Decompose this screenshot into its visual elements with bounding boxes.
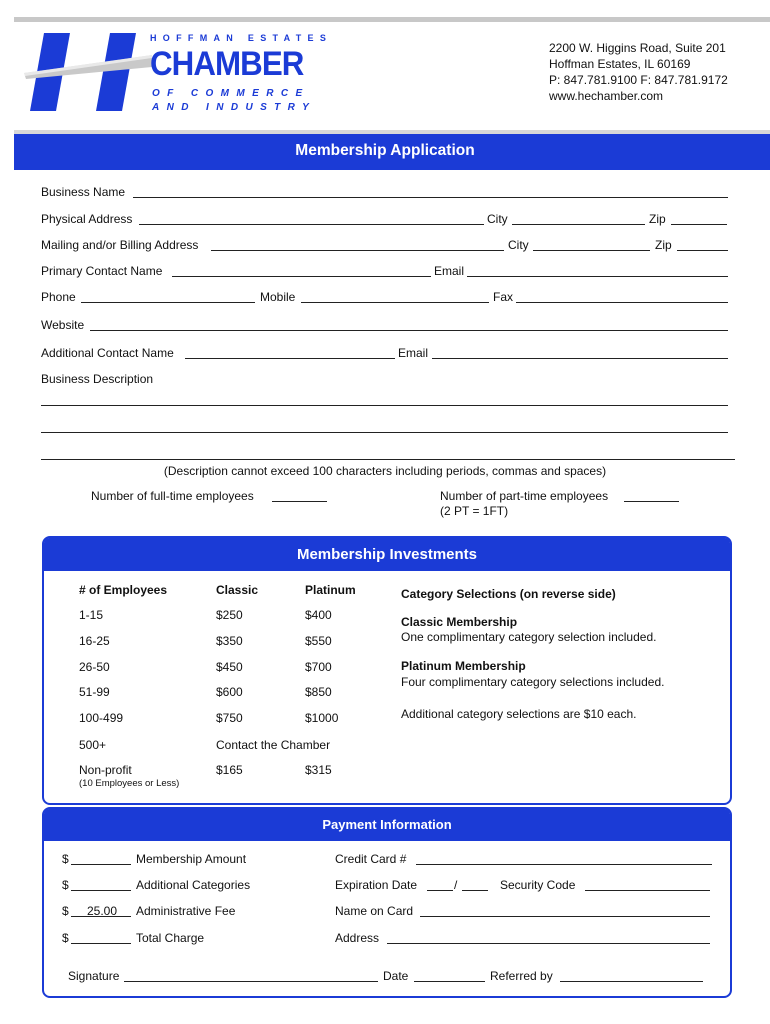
credit-card-label: Credit Card # bbox=[335, 852, 407, 866]
billing-address-field[interactable] bbox=[387, 943, 710, 944]
table-row-employees: 100-499 bbox=[79, 711, 124, 725]
mobile-field[interactable] bbox=[301, 302, 489, 303]
membership-amount-field[interactable] bbox=[71, 864, 131, 865]
investments-title: Membership Investments bbox=[44, 538, 730, 571]
top-rule bbox=[14, 17, 770, 22]
table-row-employees: 1-15 bbox=[79, 608, 104, 622]
additional-categories-note: Additional category selections are $10 each. bbox=[401, 707, 637, 721]
phone-field[interactable] bbox=[81, 302, 255, 303]
address-line-1: 2200 W. Higgins Road, Suite 201 bbox=[549, 41, 726, 55]
admin-fee-field bbox=[71, 916, 131, 917]
total-charge-label: Total Charge bbox=[136, 931, 205, 945]
table-row-classic: $600 bbox=[216, 685, 243, 699]
dollar-sign: $ bbox=[62, 878, 69, 892]
row-500-employees: 500+ bbox=[79, 738, 107, 752]
expiration-month-field[interactable] bbox=[427, 890, 453, 891]
logo-top-text: HOFFMAN ESTATES bbox=[150, 33, 333, 43]
row-500-contact: Contact the Chamber bbox=[216, 738, 331, 752]
business-description-line-1[interactable] bbox=[41, 405, 728, 406]
dollar-sign: $ bbox=[62, 931, 69, 945]
nonprofit-note: (10 Employees or Less) bbox=[79, 778, 180, 789]
billing-address-label: Address bbox=[335, 931, 380, 945]
mailing-address-field[interactable] bbox=[211, 250, 504, 251]
mailing-city-label: City bbox=[508, 238, 529, 252]
dollar-sign: $ bbox=[62, 904, 69, 918]
logo-sub-text-1: OF COMMERCE bbox=[152, 88, 310, 99]
table-row-platinum: $550 bbox=[305, 634, 332, 648]
nonprofit-platinum: $315 bbox=[305, 763, 332, 777]
city-field[interactable] bbox=[512, 224, 645, 225]
parttime-employees-field[interactable] bbox=[624, 501, 679, 502]
date-field[interactable] bbox=[414, 981, 485, 982]
address-line-2: Hoffman Estates, IL 60169 bbox=[549, 57, 691, 71]
credit-card-field[interactable] bbox=[416, 864, 712, 865]
mailing-city-field[interactable] bbox=[533, 250, 650, 251]
admin-fee-value: 25.00 bbox=[87, 904, 118, 918]
website-label: Website bbox=[41, 318, 85, 332]
fax-label: Fax bbox=[493, 290, 514, 304]
table-row-platinum: $850 bbox=[305, 685, 332, 699]
zip-field[interactable] bbox=[671, 224, 727, 225]
additional-categories-label: Additional Categories bbox=[136, 878, 251, 892]
parttime-note: (2 PT = 1FT) bbox=[440, 504, 509, 518]
additional-categories-field[interactable] bbox=[71, 890, 131, 891]
table-row-classic: $450 bbox=[216, 660, 243, 674]
classic-membership-desc: One complimentary category selection included. bbox=[401, 630, 657, 644]
platinum-column-header: Platinum bbox=[305, 583, 356, 597]
table-row-classic: $750 bbox=[216, 711, 243, 725]
membership-amount-label: Membership Amount bbox=[136, 852, 247, 866]
address-website: www.hechamber.com bbox=[549, 89, 664, 103]
description-note: (Description cannot exceed 100 characters including periods, commas and spaces) bbox=[163, 464, 607, 478]
security-code-label: Security Code bbox=[500, 878, 576, 892]
mailing-zip-field[interactable] bbox=[677, 250, 728, 251]
additional-contact-label: Additional Contact Name bbox=[41, 346, 174, 360]
fulltime-employees-field[interactable] bbox=[272, 501, 327, 502]
classic-membership-title: Classic Membership bbox=[401, 615, 518, 629]
business-description-label: Business Description bbox=[41, 372, 154, 386]
address-phone-fax: P: 847.781.9100 F: 847.781.9172 bbox=[549, 73, 728, 87]
page-title: Membership Application bbox=[295, 142, 475, 159]
table-row-classic: $350 bbox=[216, 634, 243, 648]
website-field[interactable] bbox=[90, 330, 728, 331]
platinum-membership-desc: Four complimentary category selections included. bbox=[401, 675, 665, 689]
date-label: Date bbox=[383, 969, 409, 983]
membership-investments-section bbox=[42, 536, 732, 805]
parttime-employees-label: Number of part-time employees bbox=[440, 489, 609, 503]
nonprofit-employees: Non-profit bbox=[79, 763, 132, 777]
logo-sub-text-2: AND INDUSTRY bbox=[152, 102, 317, 113]
city-label: City bbox=[487, 212, 508, 226]
expiration-slash: / bbox=[454, 878, 458, 892]
payment-title: Payment Information bbox=[44, 809, 730, 841]
table-row-platinum: $700 bbox=[305, 660, 332, 674]
table-row-platinum: $1000 bbox=[305, 711, 339, 725]
primary-contact-label: Primary Contact Name bbox=[41, 264, 163, 278]
business-name-label: Business Name bbox=[41, 185, 126, 199]
primary-contact-field[interactable] bbox=[172, 276, 431, 277]
employees-column-header: # of Employees bbox=[79, 583, 168, 597]
expiration-date-label: Expiration Date bbox=[335, 878, 418, 892]
additional-email-field[interactable] bbox=[432, 358, 728, 359]
h-logo-mark bbox=[24, 33, 154, 113]
dollar-sign: $ bbox=[62, 852, 69, 866]
table-row-classic: $250 bbox=[216, 608, 243, 622]
phone-label: Phone bbox=[41, 290, 76, 304]
logo-main-text: CHAMBER bbox=[150, 45, 304, 83]
admin-fee-label: Administrative Fee bbox=[136, 904, 236, 918]
business-description-line-3[interactable] bbox=[41, 459, 735, 460]
table-row-employees: 16-25 bbox=[79, 634, 110, 648]
signature-label: Signature bbox=[68, 969, 120, 983]
additional-contact-field[interactable] bbox=[185, 358, 395, 359]
mailing-address-label: Mailing and/or Billing Address bbox=[41, 238, 199, 252]
total-charge-field[interactable] bbox=[71, 943, 131, 944]
nonprofit-classic: $165 bbox=[216, 763, 243, 777]
name-on-card-label: Name on Card bbox=[335, 904, 414, 918]
email-field[interactable] bbox=[467, 276, 728, 277]
referred-by-label: Referred by bbox=[490, 969, 553, 983]
mobile-label: Mobile bbox=[260, 290, 296, 304]
table-row-employees: 51-99 bbox=[79, 685, 110, 699]
expiration-year-field[interactable] bbox=[462, 890, 488, 891]
table-row-employees: 26-50 bbox=[79, 660, 110, 674]
zip-label: Zip bbox=[649, 212, 666, 226]
email-label: Email bbox=[434, 264, 465, 278]
signature-field[interactable] bbox=[124, 981, 378, 982]
security-code-field[interactable] bbox=[585, 890, 710, 891]
name-on-card-field[interactable] bbox=[420, 916, 710, 917]
physical-address-field[interactable] bbox=[139, 224, 484, 225]
physical-address-label: Physical Address bbox=[41, 212, 133, 226]
additional-email-label: Email bbox=[398, 346, 429, 360]
classic-column-header: Classic bbox=[216, 583, 259, 597]
fax-field[interactable] bbox=[516, 302, 728, 303]
business-description-line-2[interactable] bbox=[41, 432, 728, 433]
referred-by-field[interactable] bbox=[560, 981, 703, 982]
business-name-field[interactable] bbox=[133, 197, 728, 198]
table-row-platinum: $400 bbox=[305, 608, 332, 622]
mailing-zip-label: Zip bbox=[655, 238, 672, 252]
platinum-membership-title: Platinum Membership bbox=[401, 659, 526, 673]
category-selections-title: Category Selections (on reverse side) bbox=[401, 587, 616, 601]
fulltime-employees-label: Number of full-time employees bbox=[91, 489, 254, 503]
